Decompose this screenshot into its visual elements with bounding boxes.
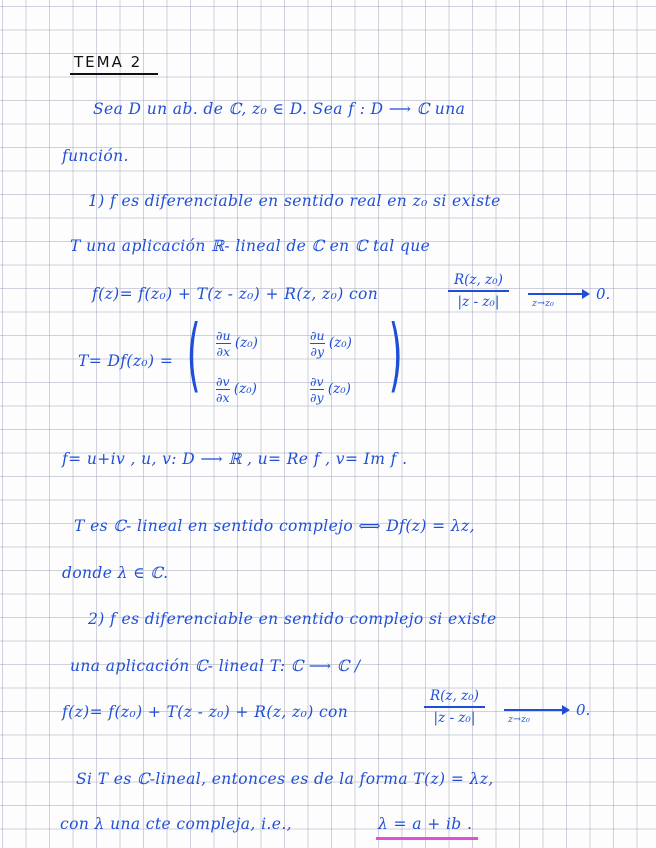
fraction-numerator: R(z, z₀): [454, 272, 503, 288]
note-line-7: f= u+iv , u, v: D ⟶ ℝ , u= Re f , v= Im f .: [62, 450, 408, 468]
note-line-3: 1) f es diferenciable en sentido real en z₀ si existe: [88, 192, 501, 210]
note-line-8: T es ℂ- lineal en sentido complejo ⟺ Df(z) = λz,: [74, 517, 475, 535]
limit-arrowhead: [582, 289, 590, 299]
dx-symbol: ∂x: [216, 344, 231, 360]
limit-arrowhead: [562, 705, 570, 715]
note-line-9: donde λ ∈ ℂ.: [62, 564, 169, 582]
fraction-numerator: R(z, z₀): [430, 688, 479, 704]
limit-subscript: z→z₀: [508, 714, 530, 725]
note-line-5: f(z)= f(z₀) + T(z - z₀) + R(z, z₀) con: [92, 285, 379, 303]
note-line-12: f(z)= f(z₀) + T(z - z₀) + R(z, z₀) con: [62, 703, 349, 721]
du-symbol: ∂u: [216, 328, 231, 343]
dx-symbol: ∂x: [216, 390, 230, 406]
du-symbol: ∂u: [310, 328, 325, 343]
fraction-denominator: |z - z₀|: [457, 293, 500, 310]
page-title: TEMA 2: [74, 53, 143, 71]
matrix-arg: (z₀): [328, 335, 352, 352]
fraction-denominator: |z - z₀|: [433, 709, 476, 726]
remainder-fraction: [448, 272, 509, 310]
matrix-arg: (z₀): [233, 381, 257, 398]
highlight-underline: [376, 837, 478, 840]
note-line-14: con λ una cte compleja, i.e.,: [60, 815, 292, 833]
limit-value: 0.: [576, 701, 591, 719]
note-line-2: función.: [62, 147, 129, 165]
note-line-11: una aplicación ℂ- lineal T: ℂ ⟶ ℂ /: [70, 657, 361, 675]
jacobian-matrix: [186, 308, 412, 418]
remainder-fraction-2: [424, 688, 485, 726]
dy-symbol: ∂y: [310, 390, 324, 406]
title-underline: [70, 73, 158, 75]
right-paren: ): [388, 308, 403, 401]
note-line-4: T una aplicación ℝ- lineal de ℂ en ℂ tal que: [70, 237, 431, 255]
dy-symbol: ∂y: [310, 344, 325, 360]
matrix-cell-12: [310, 328, 352, 359]
limit-arrow: [504, 709, 564, 711]
dv-symbol: ∂v: [310, 374, 324, 389]
matrix-arg: (z₀): [234, 335, 258, 352]
limit-arrow: [528, 293, 584, 295]
matrix-cell-22: [310, 374, 351, 405]
note-line-13: Si T es ℂ-lineal, entonces es de la forma T(z) = λz,: [76, 770, 494, 788]
matrix-arg: (z₀): [327, 381, 351, 398]
note-line-10: 2) f es diferenciable en sentido complejo si existe: [88, 610, 497, 628]
matrix-cell-21: [216, 374, 257, 405]
dv-symbol: ∂v: [216, 374, 230, 389]
note-line-6: T= Df(z₀) =: [78, 352, 174, 370]
limit-subscript: z→z₀: [532, 298, 554, 309]
limit-value: 0.: [596, 285, 611, 303]
note-line-1: Sea D un ab. de ℂ, z₀ ∈ D. Sea f : D ⟶ ℂ una: [93, 100, 466, 118]
matrix-cell-11: [216, 328, 258, 359]
left-paren: (: [186, 308, 201, 401]
highlighted-formula: λ = a + ib .: [378, 815, 473, 833]
